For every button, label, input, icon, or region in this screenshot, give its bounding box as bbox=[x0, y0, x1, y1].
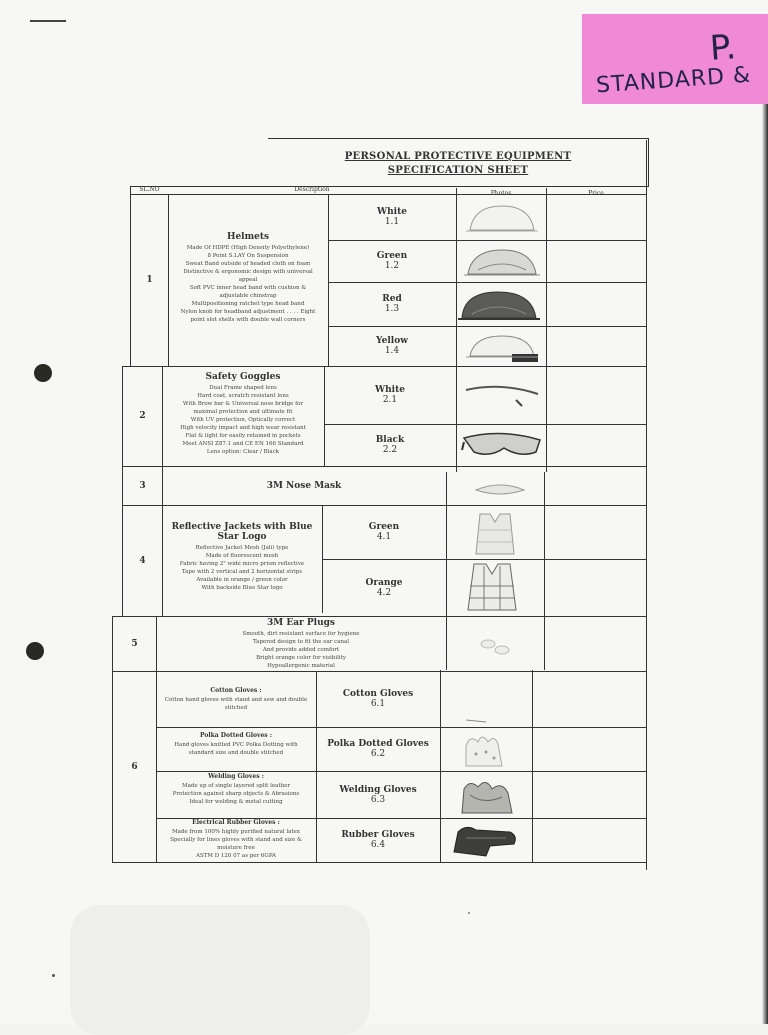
grid-line bbox=[112, 616, 646, 617]
row-1-detail: Sweat Band outside of headed cloth on foam bbox=[185, 261, 311, 267]
jacket-orange-photo bbox=[462, 562, 522, 612]
grid-line bbox=[532, 670, 533, 862]
variant-code: 1.3 bbox=[384, 304, 400, 314]
row-5-detail: Hypoallergenic material bbox=[267, 663, 335, 669]
glove-3-detail: Ideal for welding & metal cutting bbox=[189, 799, 283, 805]
glove-2-detail: Hand gloves knitted PVC Polka Dotting with bbox=[174, 742, 298, 748]
goggles-white-photo bbox=[462, 380, 542, 410]
variant-name: Welding Gloves bbox=[339, 784, 417, 795]
row-2-detail: Meet ANSI Z87.1 and CE EN 166 Standard bbox=[182, 441, 304, 447]
sheet-title: PERSONAL PROTECTIVE EQUIPMENT bbox=[344, 151, 572, 162]
glove-3-title: Welding Gloves : bbox=[208, 773, 264, 780]
variant-code: 1.4 bbox=[384, 346, 400, 356]
row-4-detail: Available in orange / green color bbox=[196, 577, 288, 583]
sticky-note-line1: P. bbox=[708, 27, 738, 69]
variant-2-2 bbox=[324, 424, 456, 466]
row-4-detail: Fabric having 2" wide micro prism reflective bbox=[179, 561, 305, 567]
sheet-subtitle: SPECIFICATION SHEET bbox=[387, 165, 529, 176]
grid-line bbox=[112, 862, 646, 863]
row-5-description bbox=[158, 618, 444, 670]
row-4-detail: Tape with 2 vertical and 2 horizontal strips bbox=[181, 569, 303, 575]
row-1-description bbox=[170, 232, 326, 332]
row-2-detail: maximal protection and ultimate fit bbox=[193, 409, 293, 415]
variant-name: White bbox=[377, 207, 407, 217]
row-1-detail: Distinctive & ergonomic design with universal bbox=[183, 269, 313, 275]
row-5-title: 3M Ear Plugs bbox=[266, 618, 335, 628]
row-5-slno: 5 bbox=[131, 638, 138, 649]
col-header-photos: Photos bbox=[490, 190, 512, 197]
variant-code: 2.2 bbox=[382, 445, 398, 455]
variant-name: White bbox=[375, 385, 405, 395]
row-3-slno: 3 bbox=[139, 480, 146, 491]
row-1-detail-part: Nylon knob for headband adjustment bbox=[180, 309, 285, 315]
row-2-detail: Lens option: Clear / Black bbox=[206, 449, 280, 455]
grid-line bbox=[546, 188, 547, 472]
row-4-slno: 4 bbox=[139, 555, 146, 566]
variant-name: Cotton Gloves bbox=[342, 689, 414, 699]
glove-4-description bbox=[157, 818, 315, 862]
variant-1-4 bbox=[328, 326, 456, 366]
variant-4-1 bbox=[322, 505, 446, 559]
row-2-description bbox=[164, 372, 322, 462]
helmet-red-photo bbox=[458, 286, 540, 324]
ear-plugs-photo bbox=[470, 628, 520, 664]
variant-6-1 bbox=[316, 671, 440, 727]
variant-2-1 bbox=[324, 366, 456, 424]
variant-code: 1.2 bbox=[384, 261, 400, 271]
row-4-detail: With backside Blue Star logo bbox=[201, 585, 283, 591]
row-5-detail: Tapered design to fit the ear canal bbox=[252, 639, 350, 645]
variant-name: Red bbox=[382, 294, 402, 304]
row-2-detail: Flat & light for easily retained in pockets bbox=[185, 433, 301, 439]
variant-1-1 bbox=[328, 194, 456, 240]
helmet-yellow-photo bbox=[462, 330, 542, 364]
row-4-detail: Reflective Jacket Mesh (Jali) type bbox=[195, 545, 289, 551]
row-2-slno: 2 bbox=[139, 411, 146, 421]
cotton-gloves-photo bbox=[456, 700, 516, 726]
grid-line bbox=[544, 472, 545, 670]
row-3-title: 3M Nose Mask bbox=[266, 480, 342, 491]
row-5-detail: Bright orange color for visibility bbox=[256, 655, 346, 661]
row-2-detail: With UV protection, Optically correct bbox=[190, 417, 296, 423]
glove-4-title: Electrical Rubber Gloves : bbox=[192, 819, 280, 826]
row-1-detail: Nylon knob for headband adjustment . . . . Eight bbox=[180, 309, 316, 315]
col-header-description: Description bbox=[294, 186, 330, 193]
row-1-detail: Made Of HDPE (High Density Polyethylene) bbox=[186, 245, 310, 251]
variant-code: 2.1 bbox=[382, 395, 398, 405]
variant-name: Polka Dotted Gloves bbox=[327, 739, 429, 749]
row-6-slno: 6 bbox=[131, 761, 138, 772]
variant-name: Orange bbox=[365, 577, 403, 588]
variant-1-3 bbox=[328, 282, 456, 326]
variant-code: 6.1 bbox=[370, 699, 386, 709]
jacket-green-photo bbox=[470, 510, 520, 556]
glove-1-title: Cotton Gloves : bbox=[210, 687, 262, 694]
variant-code: 4.1 bbox=[376, 532, 392, 542]
polka-gloves-photo bbox=[456, 730, 516, 770]
sheet-header bbox=[268, 138, 649, 187]
helmet-green-photo bbox=[462, 244, 542, 280]
row-1-detail: adjustable chinstrap bbox=[219, 293, 277, 299]
glove-1-detail: stitched bbox=[224, 705, 248, 711]
row-1-detail: appeal bbox=[238, 277, 258, 283]
row-2-detail: With Brow bar & Universal nose bridge for bbox=[182, 401, 304, 407]
variant-name: Rubber Gloves bbox=[341, 830, 415, 840]
variant-name: Green bbox=[376, 251, 408, 261]
glove-2-description bbox=[157, 731, 315, 769]
row-1-detail: 8 Point S.LAY On Suspension bbox=[207, 253, 289, 259]
grid-line bbox=[446, 472, 447, 670]
nose-mask-photo bbox=[470, 476, 530, 500]
variant-code: 6.4 bbox=[370, 840, 386, 850]
row-5-detail: And provide added comfort bbox=[262, 647, 340, 653]
row-4-description bbox=[164, 522, 320, 602]
row-1-detail: Soft PVC inner head band with cushion & bbox=[189, 285, 307, 291]
variant-code: 1.1 bbox=[384, 217, 400, 227]
col-header-price: Price bbox=[588, 190, 604, 197]
variant-name: Black bbox=[375, 435, 405, 445]
row-2-detail: High velocity impact and high wear resistant bbox=[180, 425, 306, 431]
glove-3-detail: Protection against sharp objects & Abrasions bbox=[172, 791, 300, 797]
row-4-detail: Made of fluorescent mesh bbox=[205, 553, 279, 559]
row-1-detail-part: Eight bbox=[300, 309, 316, 315]
grid-line bbox=[440, 670, 441, 862]
variant-6-2 bbox=[316, 727, 440, 771]
grid-line bbox=[646, 140, 647, 870]
rubber-gloves-photo bbox=[450, 822, 522, 860]
row-2-detail: Hard coat, scratch resistant lens bbox=[197, 393, 289, 399]
glove-3-description bbox=[157, 772, 315, 816]
row-2-detail: Dual Frame shaped lens bbox=[209, 385, 277, 391]
variant-name: Green bbox=[368, 522, 400, 532]
row-1-detail: point slot shells with double wall corners bbox=[190, 317, 306, 323]
variant-code: 6.2 bbox=[370, 749, 386, 759]
row-1-title: Helmets bbox=[226, 232, 270, 242]
row-1-detail: Multipositioning ratchet type head band bbox=[191, 301, 305, 307]
variant-code: 6.3 bbox=[370, 794, 386, 805]
welding-gloves-photo bbox=[456, 775, 518, 817]
variant-6-3 bbox=[316, 771, 440, 818]
goggles-black-photo bbox=[460, 428, 544, 464]
sticky-note-line2: STANDARD & bbox=[595, 62, 752, 99]
variant-4-2 bbox=[322, 559, 446, 616]
glove-1-description bbox=[157, 686, 315, 726]
row-2-title: Safety Goggles bbox=[205, 372, 281, 382]
glove-3-detail: Made up of single layered split leather bbox=[181, 783, 291, 789]
variant-1-2 bbox=[328, 240, 456, 282]
grid-line bbox=[168, 194, 169, 366]
grid-line bbox=[456, 188, 457, 472]
row-4-title: Reflective Jackets with Blue Star Logo bbox=[171, 522, 313, 542]
variant-code: 4.2 bbox=[376, 587, 392, 598]
glove-4-detail: moisture free bbox=[217, 845, 255, 851]
glove-1-detail: Cotton hand gloves with stand and sew and double bbox=[164, 697, 308, 703]
glove-4-detail: Specially for lines gloves with stand and size & bbox=[170, 837, 302, 843]
variant-6-4 bbox=[316, 818, 440, 862]
glove-2-title: Polka Dotted Gloves : bbox=[199, 732, 272, 739]
helmet-white-photo bbox=[462, 200, 542, 238]
glove-4-detail: Made from 100% highly purified natural latex bbox=[171, 829, 301, 835]
col-header-slno: SL.NO bbox=[139, 186, 160, 193]
glove-2-detail: standard size and double stitched bbox=[188, 750, 284, 756]
variant-name: Yellow bbox=[376, 336, 408, 346]
row-5-detail: Smooth, dirt resistant surface for hygiene bbox=[242, 631, 360, 637]
row-1-slno: 1 bbox=[146, 275, 153, 285]
glove-4-detail: ASTM D 120 07 as per 6GPA bbox=[195, 853, 276, 859]
